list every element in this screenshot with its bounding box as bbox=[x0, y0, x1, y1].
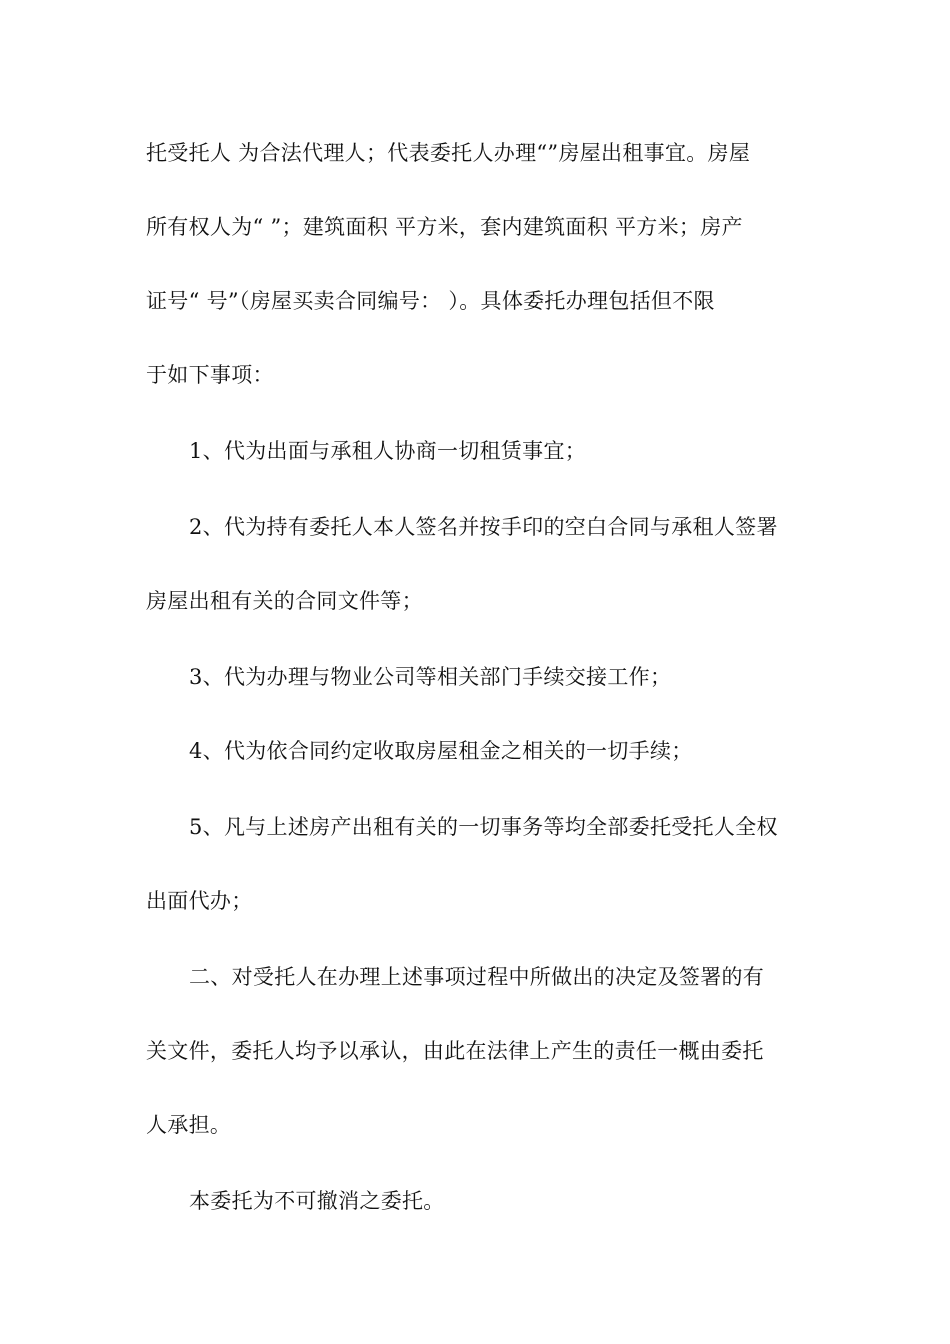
paragraph-line: 托受托人 为合法代理人；代表委托人办理“”房屋出租事宜。房屋 bbox=[146, 141, 751, 165]
list-item-3: 3、代为办理与物业公司等相关部门手续交接工作； bbox=[189, 665, 672, 689]
list-item-4: 4、代为依合同约定收取房屋租金之相关的一切手续； bbox=[189, 739, 693, 763]
list-item-5: 5、凡与上述房产出租有关的一切事务等均全部委托受托人全权 bbox=[189, 815, 778, 839]
paragraph-line: 证号“ 号”（房屋买卖合同编号： ）。具体委托办理包括但不限 bbox=[146, 289, 715, 313]
paragraph-line: 房屋出租有关的合同文件等； bbox=[146, 589, 423, 613]
paragraph-line: 出面代办； bbox=[146, 889, 253, 913]
list-item-1: 1、代为出面与承租人协商一切租赁事宜； bbox=[189, 439, 587, 463]
clause-two: 二、对受托人在办理上述事项过程中所做出的决定及签署的有 bbox=[189, 965, 765, 989]
paragraph-line: 关文件，委托人均予以承认，由此在法律上产生的责任一概由委托 bbox=[146, 1039, 764, 1063]
paragraph-line: 人承担。 bbox=[146, 1113, 232, 1137]
paragraph-line: 所有权人为“ ”；建筑面积 平方米，套内建筑面积 平方米；房产 bbox=[146, 215, 743, 239]
irrevocable-statement: 本委托为不可撤消之委托。 bbox=[189, 1189, 445, 1213]
list-item-2: 2、代为持有委托人本人签名并按手印的空白合同与承租人签署 bbox=[189, 515, 778, 539]
paragraph-line: 于如下事项： bbox=[146, 363, 274, 387]
